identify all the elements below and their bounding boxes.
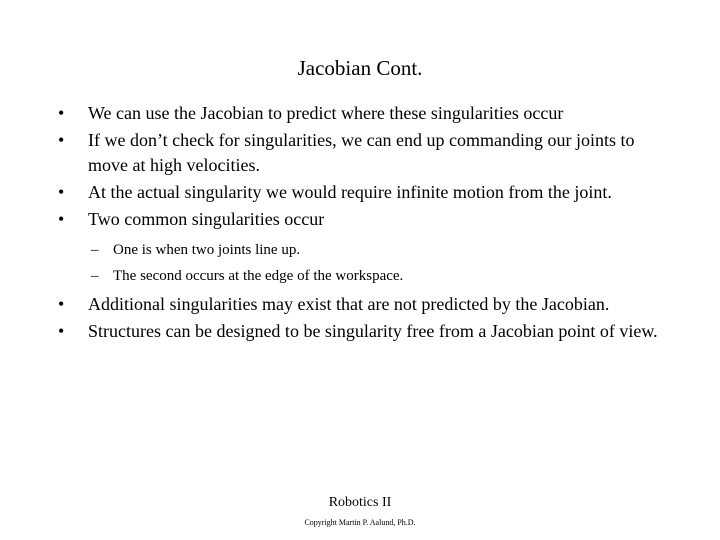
footer-copyright: Copyright Martin P. Aalund, Ph.D. — [304, 518, 416, 527]
bullet-marker: • — [58, 130, 65, 150]
bullet-text: Two common singularities occur — [88, 209, 325, 229]
sub-bullet-item — [91, 240, 668, 260]
dash-marker: – — [91, 242, 99, 258]
dash-marker: – — [91, 268, 99, 284]
bullet-text: At the actual singularity we would require infinite motion from the joint. — [88, 182, 612, 202]
slide-title: Jacobian Cont. — [297, 56, 423, 80]
bullet-text: Structures can be designed to be singularity free from a Jacobian point of view. — [88, 321, 658, 341]
sub-bullet-list — [91, 240, 668, 286]
bullet-item — [58, 319, 668, 344]
sub-bullet-text: The second occurs at the edge of the workspace. — [113, 268, 404, 284]
bullet-list — [58, 101, 668, 346]
bullet-marker: • — [58, 209, 65, 229]
bullet-marker: • — [58, 103, 65, 123]
bullet-marker: • — [58, 182, 65, 202]
bullet-item — [58, 180, 668, 205]
sub-bullet-text: One is when two joints line up. — [113, 242, 301, 258]
sub-bullet-item — [91, 266, 668, 286]
bullet-text: Additional singularities may exist that are not predicted by the Jacobian. — [88, 294, 610, 314]
bullet-text: We can use the Jacobian to predict where these singularities occur — [88, 103, 564, 123]
footer-course-title: Robotics II — [328, 495, 392, 510]
bullet-marker: • — [58, 294, 65, 314]
bullet-marker: • — [58, 321, 65, 341]
bullet-item — [58, 101, 668, 126]
bullet-text: If we don’t check for singularities, we can end up commanding our joints to move at high velocities. — [88, 130, 635, 175]
bullet-item — [58, 207, 668, 232]
bullet-item — [58, 292, 668, 317]
bullet-item — [58, 128, 668, 178]
